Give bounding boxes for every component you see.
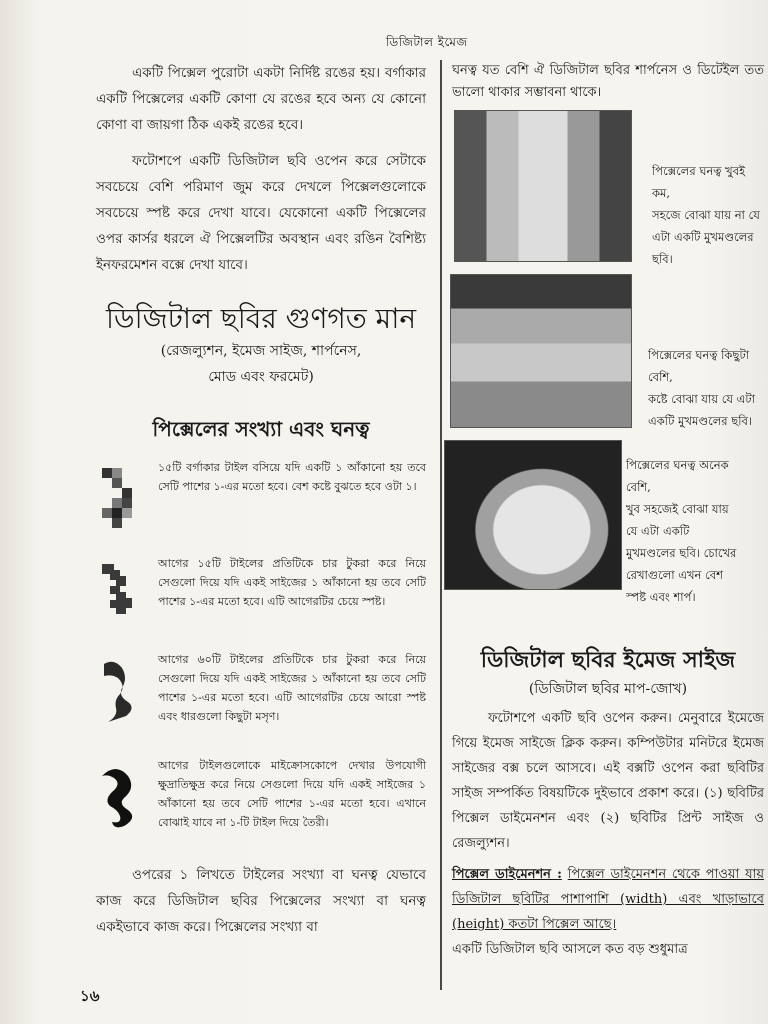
step-4-text: আগের টাইলগুলোকে মাইক্রোসকোপে দেখার উপযোগী ক্ষুদ্রাতিক্ষুদ্র করে নিয়ে সেগুলো দিয়ে যদি একই সাইজের ১ আঁকানো হয় তবে সেটি পাশের ১-এর মতো হবে। এখানে বোঝাই যাবে না ১-টি টাইল দিয়ে তৈরী। <box>158 759 426 829</box>
step-1 <box>96 458 426 544</box>
smooth-one-icon <box>96 756 144 836</box>
face-photo-high-density <box>444 440 622 590</box>
step-4 <box>96 756 426 856</box>
step-2 <box>96 554 426 640</box>
definition-label: পিক্সেল ডাইমেনশন : <box>452 867 562 882</box>
caption-line: বেশি, <box>626 480 651 494</box>
caption-line: কষ্টে বোঝা যায় যে এটা <box>648 392 755 406</box>
paragraph-pixel-dimension <box>452 862 764 937</box>
chapter-subtitle-line1: (রেজল্যুশন, ইমেজ সাইজ, শার্পনেস, <box>160 343 362 359</box>
tile-one-15-icon <box>96 458 144 538</box>
caption-line: পিক্সেলের ঘনত্ব অনেক <box>626 458 729 472</box>
paragraph-photoshop-zoom: ফটোশপে একটি ডিজিটাল ছবি ওপেন করে সেটাকে সবচেয়ে বেশি পরিমাণ জুম করে দেখলে পিক্সেলগুলোকে সবচেয়ে স্পষ্ট করে দেখা যাবে। যেকোনো একটি পিক্সেলের ওপর কার্সর ধরলে ঐ পিক্সেলটির অবস্থান এবং রঙিন বৈশিষ্ট্য ইনফরমেশন বক্সে দেখা যাবে। <box>96 153 426 273</box>
step-3 <box>96 650 426 746</box>
caption-line: কম, <box>652 186 671 200</box>
section-heading-image-size: ডিজিটাল ছবির ইমেজ সাইজ <box>480 647 736 673</box>
step-3-text: আগের ৬০টি টাইলের প্রতিটিকে চার টুকরা করে নিয়ে সেগুলো দিয়ে যদি একই সাইজের ১ আঁকানো হয় তবে সেটি পাশের ১-এর মতো হবে। এটি আগেরটির চেয়ে আরো স্পষ্ট এবং ধারগুলো কিছুটা মসৃণ। <box>158 653 426 723</box>
face-photo-medium-density <box>450 274 632 428</box>
paragraph-closing: ওপরের ১ লিখতে টাইলের সংখ্যা বা ঘনত্ব যেভাবে কাজ করে ডিজিটাল ছবির পিক্সেলের সংখ্যা বা ঘনত্ব একইভাবে কাজ করে। পিক্সেলের সংখ্যা বা <box>96 867 426 935</box>
section-heading-pixel-density: পিক্সেলের সংখ্যা এবং ঘনত্ব <box>152 417 370 441</box>
caption-line: খুব সহজেই বোঝা যায় <box>626 502 729 516</box>
chapter-subtitle-line2: মোড এবং ফরমেট) <box>208 369 314 385</box>
paragraph-image-size: ফটোশপে একটি ছবি ওপেন করুন। মেনুবারে ইমেজে গিয়ে ইমেজ সাইজে ক্লিক করুন। কম্পিউটার মনিটরে ইমেজ সাইজের বক্স চলে আসবে। এই বক্সটি ওপেন করা ছবিটির সাইজ সম্পর্কিত বিষয়টিকে দুইভাবে প্রকাশ করে। (১) ছবিটির পিক্সেল ডাইমেনশন এবং (২) ছবিটির প্রিন্ট সাইজ ও রেজল্যুশন। <box>452 711 764 851</box>
caption-low-density <box>652 160 760 270</box>
caption-line: সহজে বোঝা যায় না যে <box>652 208 760 222</box>
tile-one-240-icon <box>96 650 144 730</box>
left-column <box>96 60 426 940</box>
caption-line: রেখাগুলো এখন বেশ <box>626 568 723 582</box>
step-2-text: আগের ১৫টি টাইলের প্রতিটিকে চার টুকরা করে নিয়ে সেগুলো দিয়ে যদি একই সাইজের ১ আঁকানো হয় তবে সেটি পাশের ১-এর মতো হবে। এটি আগেরটির চেয়ে স্পষ্ট। <box>158 557 426 608</box>
caption-high-density <box>626 454 736 608</box>
caption-line: এটা একটি মুখমণ্ডলের <box>652 230 754 244</box>
paragraph-pixel-color: একটি পিক্সেল পুরোটা একটা নির্দিষ্ট রঙের হয়। বর্গাকার একটি পিক্সেলের একটি কোণা যে রঙের হবে অন্য যে কোনো কোণা বা জায়গা ঠিক একই রঙের হবে। <box>96 65 426 133</box>
caption-line: স্পষ্ট এবং শার্প। <box>626 590 696 604</box>
page-number: ১৬ <box>80 987 100 1005</box>
caption-line: পিক্সেলের ঘনত্ব খুবই <box>652 164 746 178</box>
caption-line: যে এটা একটি <box>626 524 690 538</box>
definition-text: পিক্সেল ডাইমেনশন থেকে পাওয়া যায় ডিজিটাল ছবিটির পাশাপাশি (width) এবং খাড়াভাবে (height) কতটা পিক্সেল আছে। <box>452 867 765 932</box>
caption-medium-density <box>648 344 755 432</box>
caption-line: ছবি। <box>652 252 673 266</box>
section-subheading-image-size: (ডিজিটাল ছবির মাপ-জোখ) <box>528 681 688 697</box>
paragraph-last-line: একটি ডিজিটাল ছবি আসলে কত বড় শুধুমাত্র <box>452 942 688 957</box>
image-size-section <box>452 644 764 962</box>
right-column <box>452 60 764 104</box>
caption-line: মুখমণ্ডলের ছবি। চোখের <box>626 546 737 560</box>
paragraph-density-sharpness: ঘনত্ব যত বেশি ঐ ডিজিটাল ছবির শার্পনেস ও ডিটেইল তত ভালো থাকার সম্ভাবনা থাকে। <box>452 63 764 100</box>
caption-line: একটি মুখমণ্ডলের ছবি। <box>648 414 753 428</box>
column-divider <box>440 60 442 990</box>
caption-line: বেশি, <box>648 370 673 384</box>
caption-line: পিক্সেলের ঘনত্ব কিছুটা <box>648 348 750 362</box>
tile-one-60-icon <box>96 554 144 634</box>
step-1-text: ১৫টি বর্গাকার টাইল বসিয়ে যদি একটি ১ আঁকানো হয় তবে সেটি পাশের ১-এর মতো হবে। বেশ কষ্টে বুঝতে হবে ওটা ১। <box>158 461 426 493</box>
chapter-title: ডিজিটাল ছবির গুণগত মান <box>105 302 417 335</box>
running-header: ডিজিটাল ইমেজ <box>386 35 468 49</box>
face-photo-low-density <box>454 110 632 262</box>
